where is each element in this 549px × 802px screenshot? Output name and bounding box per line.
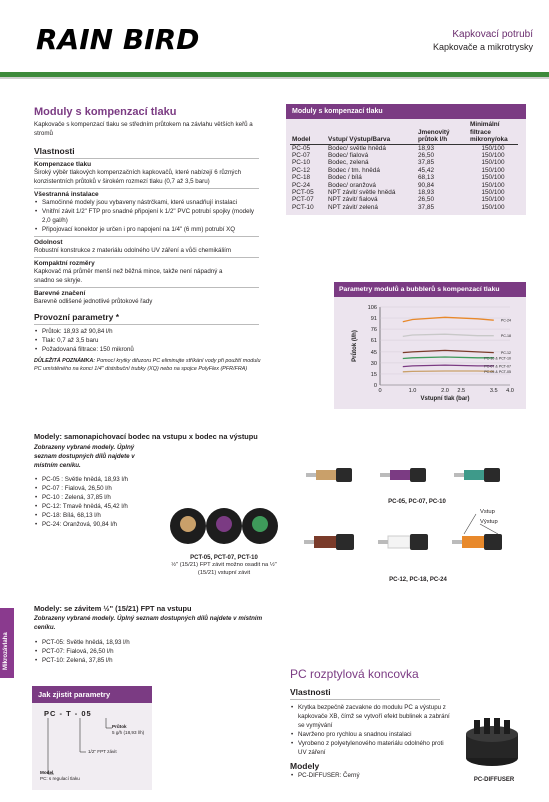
table-cell: Bodec/ oranžová [328, 181, 376, 189]
flow-chart [334, 297, 526, 409]
threaded-list [34, 638, 284, 665]
divider [34, 158, 259, 159]
model-legend [40, 770, 80, 782]
section-title: Moduly s kompenzací tlaku [34, 106, 177, 118]
divider [34, 324, 259, 325]
divider [290, 699, 440, 700]
table-row [290, 196, 518, 203]
series-label: PC-05 & PCT-05 [484, 369, 511, 374]
table-header-row [290, 121, 518, 144]
product-photos-row1 [302, 458, 532, 505]
divider [34, 257, 259, 258]
rain-bird-logo [36, 20, 226, 56]
table-row [290, 182, 518, 189]
divider [34, 287, 259, 288]
table-cell: PC-18 [292, 174, 311, 182]
header-rule-grey [0, 77, 549, 79]
series-label: PC-12 [500, 351, 511, 356]
brand-text: RAIN BIRD [36, 23, 200, 56]
inlet-label: Vstup [480, 509, 495, 515]
howto-panel [32, 686, 152, 790]
diffuser-list [290, 703, 450, 757]
list-item: • PCT-10: Zelená, 37,85 l/h [34, 656, 284, 665]
side-tab [0, 608, 14, 678]
table-cell: 18,93 [418, 188, 434, 196]
intro-text: Kapkovače s kompenzací tlaku se středním průtokem na závlahu větších keřů a stromů [34, 121, 253, 137]
feature-title: Kompaktní rozměry [34, 260, 95, 267]
pct-07-photo [206, 508, 242, 544]
table-cell: 37,85 [418, 159, 434, 167]
operating-list [34, 327, 274, 354]
list-item: • Připojovací konektor je určen i pro napojení na 1/4" (6 mm) potrubí XQ [34, 225, 262, 234]
pc-18-photo [378, 534, 428, 550]
pct-photos [166, 500, 282, 577]
feature-title: Všestranná instalace [34, 191, 99, 198]
feature-text: Barevně odlišené jednotlivé průtokové řady [34, 298, 153, 305]
y-tick-label: 15 [370, 371, 377, 378]
photo-caption: PC-12, PC-18, PC-24 [389, 577, 447, 583]
install-list [34, 198, 262, 234]
list-item: • PCT-05: Světle hnědá, 18,93 l/h [34, 638, 284, 647]
y-tick-label: 61 [370, 338, 377, 345]
header-right [433, 28, 533, 54]
header-subcategory: Kapkovače a mikrotrysky [432, 42, 533, 52]
feature-text: Robustní konstrukce z materiálu odolného UV záření a vůči chemikáliím [34, 247, 232, 254]
table-row [290, 144, 518, 152]
table-cell: Bodec / bílá [328, 174, 362, 182]
threaded-title: Modely: se závitem ½" (15/21) FPT na vstupu [34, 604, 192, 613]
pc-05-photo [306, 468, 352, 482]
series-line [403, 357, 494, 359]
column-header: Minimální filtrace mikrony/oka [470, 121, 508, 143]
table-body [286, 119, 526, 215]
series-line [403, 334, 494, 336]
series-label: PC-18 [500, 334, 511, 339]
table-cell: 26,50 [418, 196, 434, 204]
model-text: PC: s regulací tlaku [40, 776, 80, 781]
table-cell: 45,42 [418, 166, 434, 174]
howto-title: Jak zjistit parametry [32, 686, 152, 703]
y-axis-label: Průtok (l/h) [352, 330, 358, 362]
y-tick-label: 45 [370, 349, 377, 356]
pct-caption: PCT-05, PCT-07, PCT-10 [190, 555, 258, 561]
table-cell: PC-07 [292, 151, 311, 159]
diffuser-caption: PC-DIFFUSER [473, 777, 515, 783]
pc-12-photo [304, 534, 354, 550]
x-tick-label: 0 [378, 388, 382, 394]
table-cell: 150/100 [481, 159, 505, 167]
table-cell: NPT závit/ fialová [328, 196, 378, 204]
series-label: PC-24 [500, 318, 511, 323]
divider [34, 236, 259, 237]
table-cell: NPT závit/ zelená [328, 203, 378, 211]
table-row [290, 204, 518, 211]
table-cell: Bodec, zelená [328, 159, 369, 167]
x-tick-label: 1.0 [408, 388, 417, 394]
pc-10-photo [454, 468, 500, 482]
flow-legend [112, 724, 144, 736]
column-header: Jmenovitý průtok l/h [418, 128, 450, 143]
series-line [403, 371, 494, 372]
table-cell: 150/100 [481, 144, 505, 152]
list-item: • Požadovaná filtrace: 150 mikronů [34, 345, 274, 354]
chart-panel [334, 282, 526, 418]
y-tick-label: 30 [370, 360, 377, 367]
list-item: • Průtok: 18,93 až 90,84 l/h [34, 327, 274, 336]
list-item: • PC-05 : Světle hnědá, 18,93 l/h [34, 475, 284, 484]
pc-small-photos [302, 458, 532, 492]
flow-label: Průtok [112, 724, 127, 729]
table-cell: 68,13 [418, 174, 434, 182]
pc-24-photo [452, 534, 502, 550]
table-cell: 150/100 [481, 181, 505, 189]
table-cell: 150/100 [481, 203, 505, 211]
feature-text: Kapkovač má průměr menší než běžná mince, takže není nápadný a snadno se skryje. [34, 268, 223, 284]
table-cell: PC-10 [292, 159, 311, 167]
models-table-panel [286, 104, 526, 215]
bubbler-subtitle: Zobrazeny vybrané modely. Úplný seznam dostupných dílů najdete v místním ceníku. [34, 444, 135, 469]
table-rows [290, 144, 518, 211]
list-item: • PC-DIFFUSER: Černý [290, 771, 530, 780]
table-cell: 26,50 [418, 151, 434, 159]
list-item: • Krytka bezpečně zacvakne do modulu PC a výstupu z kapkovače XB, čímž se vytvoří efekt bublinek a zabrání se vymývání [290, 703, 450, 730]
table-cell: PCT-07 [292, 196, 314, 204]
x-tick-label: 4.0 [506, 388, 514, 394]
operating-title: Provozní parametry * [34, 312, 120, 322]
diffuser-models-title: Modely [290, 761, 320, 771]
diffuser-photo-block [458, 714, 530, 783]
brand-logo [36, 20, 226, 56]
table-row [290, 167, 518, 174]
y-tick-label: 76 [370, 327, 377, 334]
table-cell: Bodec/ světle hnědá [328, 144, 386, 152]
diffuser-features-title: Vlastnosti [290, 687, 331, 697]
left-column [34, 106, 274, 373]
table-cell: 150/100 [481, 151, 505, 159]
fpt-label: 1/2" FPT závit [88, 749, 117, 754]
list-item: • PC-07 : Fialová, 26,50 l/h [34, 484, 284, 493]
table-title: Moduly s kompenzací tlaku [286, 104, 526, 119]
feature-title: Kompenzace tlaku [34, 161, 92, 168]
list-item: • PCT-07: Fialová, 26,50 l/h [34, 647, 284, 656]
table-cell: Bodec / tm. hnědá [328, 166, 380, 174]
diffuser-photo [458, 714, 530, 772]
series-label: PC-10 & PCT-10 [484, 356, 511, 361]
series-line [403, 350, 494, 352]
table-cell: 150/100 [481, 174, 505, 182]
table-cell: 37,85 [418, 203, 434, 211]
outlet-label: Výstup [480, 519, 498, 525]
column-header: Vstup/ Výstup/Barva [328, 136, 391, 143]
model-label: Model [40, 770, 54, 775]
table-row [290, 189, 518, 196]
photo-caption: PC-05, PC-07, PC-10 [388, 499, 446, 505]
chart-title: Parametry modulů a bubblerů s kompenzací tlaku [334, 282, 526, 297]
list-item: • PC-18: Bílá, 68,13 l/h [34, 511, 284, 520]
table-row [290, 174, 518, 181]
bubbler-title: Modely: samonapichovací bodec na vstupu x bodec na výstupu [34, 432, 258, 441]
threaded-block [34, 604, 284, 665]
pct-photo-group [166, 500, 282, 550]
note-label: DŮLEŽITÁ POZNÁMKA: [34, 358, 96, 364]
column-header: Model [292, 136, 311, 143]
x-axis-label: Vstupní tlak (bar) [420, 396, 470, 402]
list-item: • PC-10 : Zelená, 37,85 l/h [34, 493, 284, 502]
table-cell: NPT závit/ světle hnědá [328, 188, 396, 196]
features-title: Vlastnosti [34, 146, 75, 156]
y-tick-label: 106 [367, 305, 377, 311]
table-cell: PC-05 [292, 144, 311, 152]
pc-large-photos [300, 508, 536, 572]
header-category: Kapkovací potrubí [452, 29, 533, 40]
note-text: Pomocí krytky difuzoru PC eliminujte stříkání vody při použití modulu PC umístěného na konci 1/4" distribuční trubky (XQ) nebo na spojce PolyFlex (PFR/FRA) [34, 358, 261, 372]
table-cell: PC-12 [292, 166, 311, 174]
x-tick-label: 2.0 [441, 388, 449, 394]
x-tick-label: 2.5 [457, 388, 466, 394]
pct-05-photo [170, 508, 206, 544]
x-tick-label: 3.5 [489, 388, 498, 394]
diffuser-title: PC rozptylová koncovka [290, 667, 419, 681]
pct-text: ½" (15/21) FPT závit možno osadit na ½" (15/21) vstupní závit [171, 562, 277, 576]
models-table [290, 121, 518, 211]
list-item: • Navrženo pro rychlou a snadnou instalaci [290, 730, 450, 739]
table-cell: PCT-05 [292, 188, 314, 196]
series-label: PC-07 & PCT-07 [484, 364, 511, 369]
table-cell: 150/100 [481, 188, 505, 196]
y-tick-label: 91 [370, 316, 377, 323]
series-line [403, 365, 494, 367]
list-item: • Tlak: 0,7 až 3,5 baru [34, 336, 274, 345]
list-item: • PC-24: Oranžová, 90,84 l/h [34, 520, 284, 529]
y-tick-label: 0 [373, 383, 377, 389]
list-item: • PC-12: Tmavě hnědá, 45,42 l/h [34, 502, 284, 511]
list-item: • Vnitřní závit 1/2" FTP pro snadné připojení k 1/2" PVC potrubí spojky (modely 2,0 gal/h) [34, 207, 262, 225]
howto-code: PC - T - 05 [44, 709, 92, 718]
table-cell: 90,84 [418, 181, 434, 189]
table-cell: Bodec/ fialová [328, 151, 369, 159]
pct-10-photo [242, 508, 278, 544]
divider [34, 188, 259, 189]
table-cell: PCT-10 [292, 203, 314, 211]
table-cell: 150/100 [481, 196, 505, 204]
table-row [290, 159, 518, 166]
table-row [290, 152, 518, 159]
feature-title: Barevné značení [34, 290, 86, 297]
pc-07-photo [380, 468, 426, 482]
feature-text: Široký výběr tlakových kompenzačních kapkovačů, které nabízejí 6 různých konzistentních průtoků v širokém rozmezí tlaku (0,7 až 3,5 baru) [34, 169, 242, 185]
table-cell: 150/100 [481, 166, 505, 174]
table-cell: 18,93 [418, 144, 434, 152]
flow-text: 5 g/h (18,93 l/h) [112, 730, 145, 735]
product-photos-row2 [300, 508, 536, 583]
feature-title: Odolnost [34, 239, 63, 246]
table-cell: PC-24 [292, 181, 311, 189]
chart-body [334, 297, 526, 409]
list-item: • Vyrobeno z polyetylenového materiálu odolného proti UV záření [290, 739, 450, 757]
important-note [34, 357, 262, 373]
side-tab-label: Mikrozávlaha [3, 632, 9, 670]
threaded-subtitle: Zobrazeny vybrané modely. Úplný seznam dostupných dílů najdete v místním ceníku. [34, 615, 263, 631]
list-item: • Samočinné modely jsou vybaveny nástrčkami, které usnadňují instalaci [34, 198, 262, 207]
